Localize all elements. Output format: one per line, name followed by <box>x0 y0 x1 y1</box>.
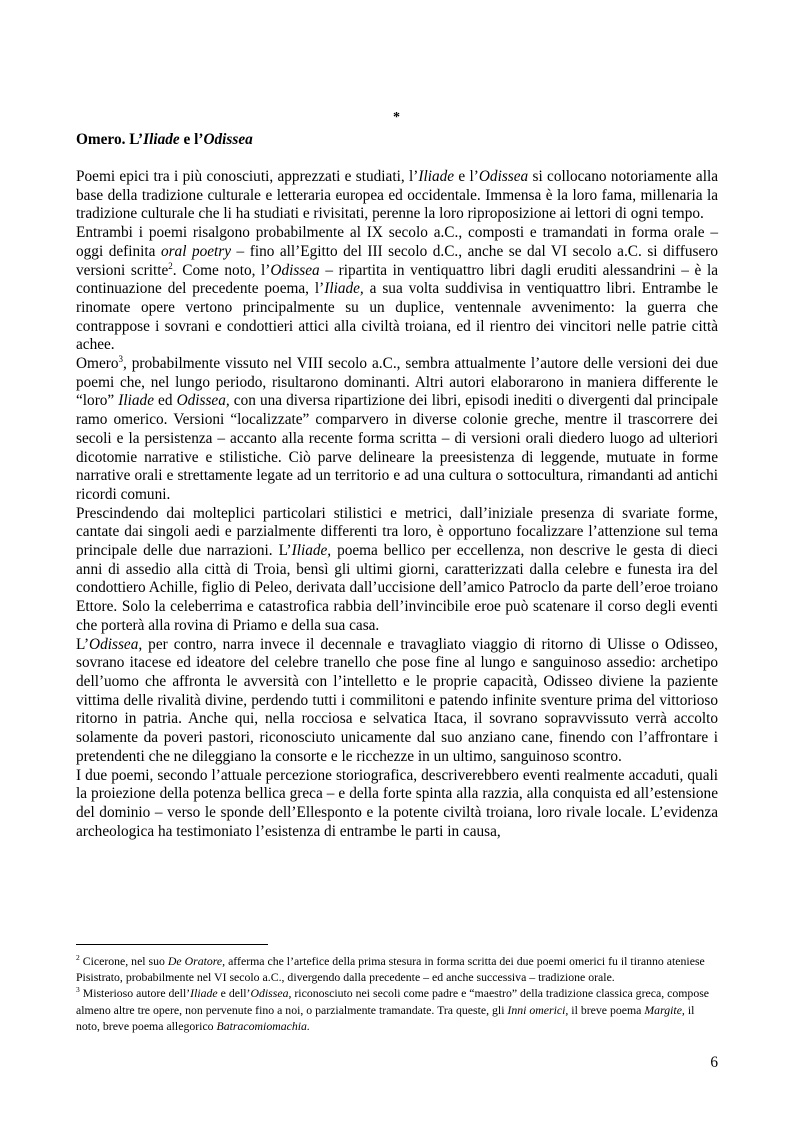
text-run: a sua volta suddivisa in ventiquattro libri. Entrambe le rinomate opere vertono principalmente su un duplice, ventennale avvenimento: la guerra che contrappose i sovrani e condottieri attici alla civiltà troiana, ed il rientro dei vincitori nelle patrie città achee. <box>76 280 718 354</box>
italic-run: oral poetry <box>160 242 232 260</box>
footnote-divider <box>76 944 268 945</box>
text-run: il breve poema <box>568 1002 645 1017</box>
paragraph-3 <box>76 355 718 505</box>
footnote-3 <box>76 985 718 1034</box>
text-run: Entrambi i poemi risalgono probabilmente al IX secolo a.C., composti e tramandati in forma orale – oggi definita <box>76 224 718 260</box>
section-asterisk: * <box>393 110 400 125</box>
footnote-ref-2[interactable]: 2 <box>168 260 173 271</box>
text-run: – ripartita in ventiquattro libri dagli eruditi alessandrini – è la continuazione del precedente poema, l’ <box>76 261 719 298</box>
title-iliade: Iliade <box>143 131 180 148</box>
italic-run: Odissea <box>478 168 529 185</box>
italic-run: Iliade, <box>291 542 332 560</box>
italic-run: De Oratore, <box>167 954 226 968</box>
paragraph-4 <box>76 505 718 636</box>
text-run: poema bellico per eccellenza, non descrive le gesta di dieci anni di assedio alla città di Troia, bensì gli ultimi giorni, caratterizzati dalla celebre e funesta ira del condottiero Achille, figlio di Peleo, derivata dall’uccisione dell’amico Patroclo da parte dell’eroe troiano Ettore. Solo la celeberrima e catastrofica rabbia dell’invincibile eroe può scatenare il corso degli eventi che porterà alla rovina di Priamo e della sua casa. <box>76 542 718 634</box>
text-run: Misterioso autore dell’ <box>79 986 191 1001</box>
text-run: Cicerone, nel suo <box>79 954 168 968</box>
title-part: e l’ <box>179 131 204 148</box>
italic-run: Inni omerici, <box>507 1002 569 1017</box>
text-run: – fino all’Egitto del III secolo d.C., anche se dal VI secolo a.C. si diffusero versioni scritte <box>76 242 718 279</box>
italic-run: Iliade <box>190 986 218 1001</box>
paragraph-2 <box>76 224 718 355</box>
paragraph-5 <box>76 636 718 767</box>
text-run: per contro, narra invece il decennale e travagliato viaggio di ritorno di Ulisse o Odisseo, sovrano itacese ed ideatore del celebre tranello che pose fine al lungo e sanguinoso assedio: archetipo dell’uomo che affronta le avversità con l’intelletto e le proprie capacità, Odisseo diviene la paziente vittima delle rivalità divine, perdendo tutti i commilitoni e patendo infinite sventure prima del vittorioso ritorno in patria. Anche qui, nella rocciosa e selvatica Itaca, il sovrano sopravvissuto verrà accolto solamente da poveri pastori, riconosciuto unicamente dal suo anziano cane, finendo con l’affrontare i pretendenti che ne dileggiano la consorte e le ricchezze in un ultimo, sanguinoso scontro. <box>76 635 718 765</box>
text-run: Poemi epici tra i più conosciuti, apprezzati e studiati, l’ <box>76 168 419 185</box>
text-run: si collocano notoriamente alla base della tradizione culturale e letteraria europea ed occidentale. Immensa è la loro fama, millenaria la tradizione culturale che li ha studiati e rivisitati, perenne la loro riproposizione ai lettori di ogni tempo. <box>76 168 718 223</box>
italic-run: Iliade, <box>324 280 364 298</box>
text-run: con una diversa ripartizione dei libri, episodi inediti o divergenti dal principale ramo omerico. Versioni “localizzate” comparvero in diverse colonie greche, mentre il trascorrere dei secoli e la persistenza – accanto alla recente forma scritta – di versioni orali diedero luogo ad ulteriori dicotomie narrative e stilistiche. Ciò parve delineare la preesistenza di leggende, mutuate in forme narrative orali e strettamente legate ad un territorio e ad una cultura o sottocultura, rimandanti ad antichi ricordi comuni. <box>76 392 718 503</box>
italic-run: Batracomiomachia. <box>216 1018 310 1033</box>
italic-run: Odissea, <box>89 635 143 653</box>
text-run: Prescindendo dai molteplici particolari stilistici e metrici, dall’iniziale presenza di svariate forme, cantate dai singoli aedi e parzialmente differenti tra loro, è opportuno focalizzare l’attenzione sul tema principale delle due narrazioni. L’ <box>76 504 718 560</box>
title-part: Omero. L’ <box>76 131 144 148</box>
italic-run: Odissea <box>270 261 320 279</box>
text-run: riconosciuto nei secoli come padre e “maestro” della tradizione classica greca, compose almeno altre tre opere, non pervenute fino a noi, o parzialmente tramandate. Tra queste, gli <box>76 986 710 1017</box>
text-run: Omero <box>76 355 119 373</box>
italic-run: Odissea, <box>250 986 292 1001</box>
italic-run: Iliade <box>118 392 154 410</box>
footnote-ref-3[interactable]: 3 <box>118 353 123 364</box>
footnote-number: 3 <box>76 985 80 995</box>
title-odissea: Odissea <box>203 131 253 148</box>
text-run: . Come noto, l’ <box>172 261 271 279</box>
paragraph-6 <box>76 767 718 842</box>
text-run: e l’ <box>454 168 479 185</box>
text-run: e dell’ <box>217 986 251 1001</box>
text-run: il noto, breve poema allegorico <box>76 1002 695 1033</box>
text-run: afferma che l’artefice della prima stesura in forma scritta dei due poemi omerici fu il tiranno ateniese Pisistrato, probabilmente nel VI secolo a.C., divergendo dalla precedente – ed anche successiva – tradizione orale. <box>76 954 705 985</box>
section-title <box>76 130 718 150</box>
footnote-number: 2 <box>76 953 80 963</box>
page-number: 6 <box>710 1054 718 1071</box>
body-text <box>76 168 718 841</box>
italic-run: Iliade <box>418 168 455 185</box>
footnote-2 <box>76 953 718 985</box>
paragraph-1 <box>76 168 718 224</box>
footnotes <box>76 953 718 1034</box>
text-run: I due poemi, secondo l’attuale percezione storiografica, descriverebbero eventi realmente accaduti, quali la proiezione della potenza bellica greca – e della forte spinta alla razzia, alla conquista ed all’estensione del dominio – verso le sponde dell’Ellesponto e la potente civiltà troiana, loro rivale locale. L’evidenza archeologica ha testimoniato l’esistenza di entrambe le parti in causa, <box>76 766 718 840</box>
text-run: ed <box>153 392 177 410</box>
text-run: L’ <box>76 635 90 653</box>
italic-run: Margite, <box>644 1002 685 1017</box>
italic-run: Odissea, <box>176 392 230 410</box>
text-run: , probabilmente vissuto nel VIII secolo a.C., sembra attualmente l’autore delle versioni dei due poemi che, nel lungo periodo, risultarono dominanti. Altri autori elaborarono in maniera differente le “loro” <box>76 355 718 410</box>
